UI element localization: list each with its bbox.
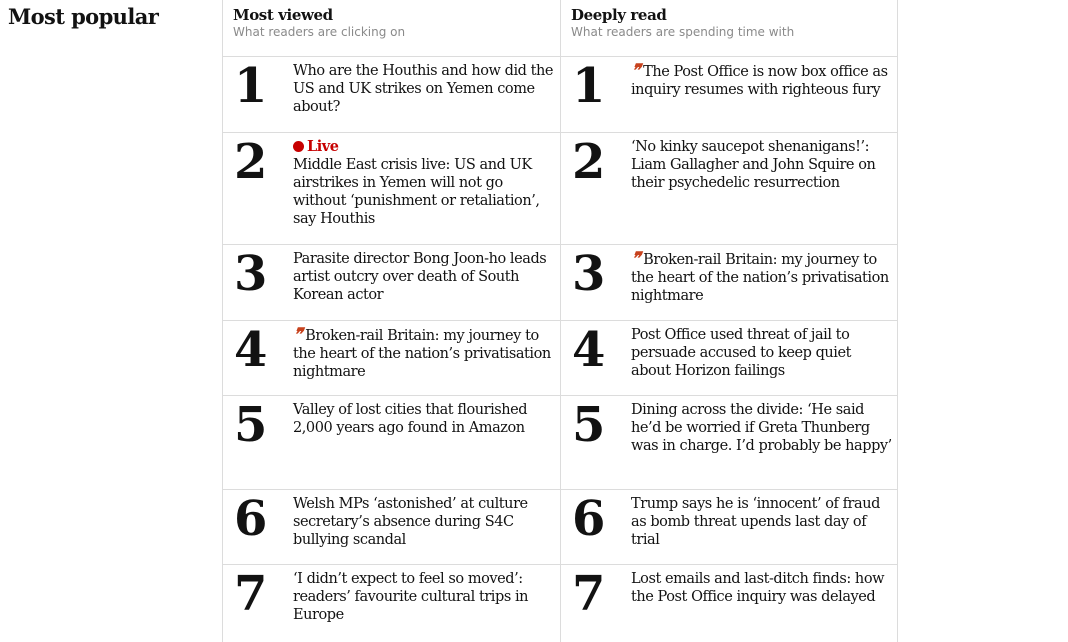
list-item[interactable] — [561, 245, 897, 321]
headline-link[interactable] — [631, 490, 897, 549]
headline-text: Middle East crisis live: US and UK airstrikes in Yemen will not go without ‘punishment or retaliation’, say Houthis — [293, 157, 540, 227]
headline-link[interactable] — [631, 321, 897, 380]
list-item[interactable] — [223, 245, 560, 321]
rank-number: 4 — [234, 322, 267, 378]
headline-text: ‘I didn’t expect to feel so moved’: readers’ favourite cultural trips in Europe — [293, 571, 529, 623]
headline-text: Lost emails and last-ditch finds: how the Post Office inquiry was delayed — [631, 571, 885, 605]
rank-number: 2 — [572, 134, 605, 190]
live-label: Live — [307, 138, 339, 155]
headline-link[interactable] — [631, 245, 897, 305]
headline-text: Broken-rail Britain: my journey to the heart of the nation’s privatisation nightmare — [631, 252, 889, 304]
list-item[interactable] — [561, 321, 897, 396]
most-popular-columns — [222, 0, 898, 642]
headline-link[interactable] — [631, 396, 897, 455]
headline-text: Who are the Houthis and how did the US and UK strikes on Yemen come about? — [293, 63, 554, 115]
headline-text: Parasite director Bong Joon-ho leads artist outcry over death of South Korean actor — [293, 251, 547, 303]
rank-number: 6 — [572, 491, 605, 547]
list-item[interactable] — [223, 321, 560, 396]
live-dot-icon — [293, 141, 304, 152]
rank-number: 4 — [572, 322, 605, 378]
list-item[interactable] — [561, 57, 897, 133]
list-item[interactable] — [223, 133, 560, 245]
headline-link[interactable] — [293, 321, 560, 381]
column-title: Deeply read — [571, 6, 667, 24]
headline-text: Dining across the divide: ‘He said he’d be worried if Greta Thunberg was in charge. I’d probably be happy’ — [631, 402, 892, 454]
list-item[interactable] — [561, 565, 897, 642]
list-item[interactable] — [561, 490, 897, 565]
headline-link[interactable] — [293, 57, 560, 116]
opinion-quote-icon: ❞ — [291, 325, 302, 345]
column-header — [223, 0, 560, 57]
list-item[interactable] — [223, 565, 560, 642]
rank-number: 5 — [234, 397, 267, 453]
rank-number: 3 — [234, 246, 267, 302]
rank-number: 2 — [234, 134, 267, 190]
headline-link[interactable] — [293, 245, 560, 304]
headline-text: Welsh MPs ‘astonished’ at culture secretary’s absence during S4C bullying scandal — [293, 496, 528, 548]
column-title: Most viewed — [233, 6, 333, 24]
column-subtitle: What readers are spending time with — [571, 25, 795, 39]
rank-number: 7 — [234, 566, 267, 622]
headline-text: Valley of lost cities that flourished 2,000 years ago found in Amazon — [293, 402, 528, 436]
headline-link[interactable] — [293, 490, 560, 549]
most-viewed-column — [222, 0, 560, 642]
rank-number: 1 — [572, 58, 605, 114]
opinion-quote-icon: ❞ — [629, 249, 640, 269]
headline-link[interactable] — [293, 133, 560, 228]
rank-number: 1 — [234, 58, 267, 114]
rank-number: 6 — [234, 491, 267, 547]
rank-number: 7 — [572, 566, 605, 622]
headline-link[interactable] — [631, 565, 897, 606]
deeply-read-column — [560, 0, 898, 642]
live-kicker — [293, 138, 556, 156]
section-title: Most popular — [8, 4, 159, 29]
list-item[interactable] — [561, 133, 897, 245]
list-item[interactable] — [223, 490, 560, 565]
headline-text: ‘No kinky saucepot shenanigans!’: Liam Gallagher and John Squire on their psychedelic resurrection — [631, 139, 876, 191]
headline-text: Post Office used threat of jail to persuade accused to keep quiet about Horizon failings — [631, 327, 852, 379]
list-item[interactable] — [223, 396, 560, 490]
column-header — [561, 0, 897, 57]
headline-link[interactable] — [631, 57, 897, 99]
headline-text: Trump says he is ‘innocent’ of fraud as bomb threat upends last day of trial — [631, 496, 880, 548]
headline-text: Broken-rail Britain: my journey to the heart of the nation’s privatisation nightmare — [293, 328, 551, 380]
list-item[interactable] — [223, 57, 560, 133]
rank-number: 3 — [572, 246, 605, 302]
rank-number: 5 — [572, 397, 605, 453]
headline-link[interactable] — [293, 565, 560, 624]
opinion-quote-icon: ❞ — [629, 61, 640, 81]
headline-link[interactable] — [293, 396, 560, 437]
headline-link[interactable] — [631, 133, 897, 192]
headline-text: The Post Office is now box office as inquiry resumes with righteous fury — [631, 64, 888, 98]
list-item[interactable] — [561, 396, 897, 490]
column-subtitle: What readers are clicking on — [233, 25, 406, 39]
